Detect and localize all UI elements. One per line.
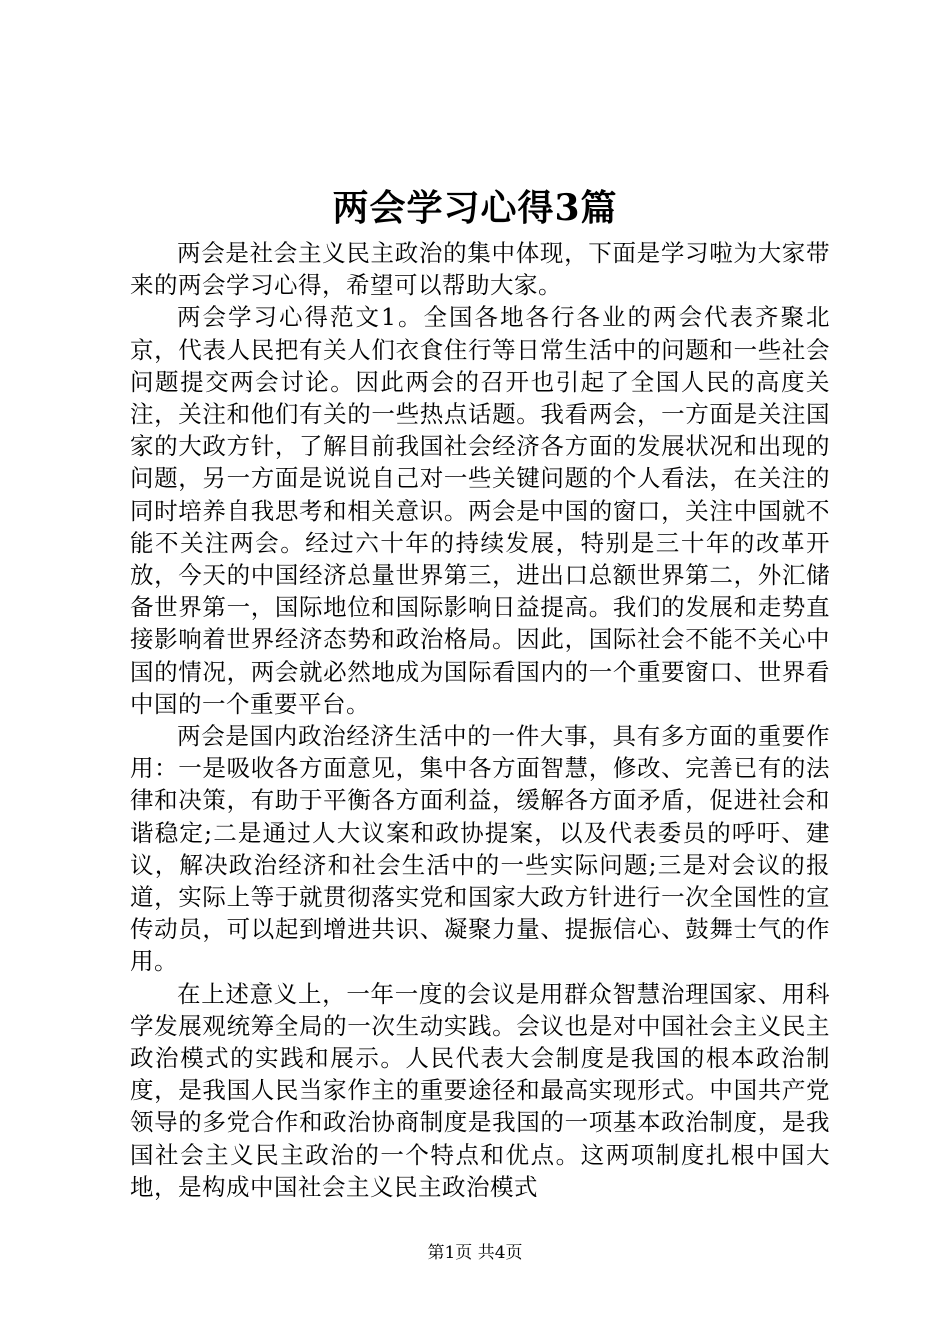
paragraph-importance: 两会是国内政治经济生活中的一件大事，具有多方面的重要作用：一是吸收各方面意见，集中各方面智慧，修改、完善已有的法律和决策，有助于平衡各方面利益，缓解各方面矛盾，促进社会和谐稳定;二是通过人大议案和政协提案，以及代表委员的呼吁、建议，解决政治经济和社会生活中的一些实际问题;三是对会议的报道，实际上等于就贯彻落实党和国家大政方针进行一次全国性的宣传动员，可以起到增进共识、凝聚力量、提振信心、鼓舞士气的作用。: [130, 722, 830, 976]
page-footer: 第1页 共4页: [427, 1243, 523, 1263]
paragraph-sample-1: 两会学习心得范文1。全国各地各行各业的两会代表齐聚北京，代表人民把有关人们衣食住行等日常生活中的问题和一些社会问题提交两会讨论。因此两会的召开也引起了全国人民的高度关注，关注和他们有关的一些热点话题。我看两会，一方面是关注国家的大政方针，了解目前我国社会经济各方面的发展状况和出现的问题，另一方面是说说自己对一些关键问题的个人看法，在关注的同时培养自我思考和相关意识。两会是中国的窗口，关注中国就不能不关注两会。经过六十年的持续发展，特别是三十年的改革开放，今天的中国经济总量世界第三，进出口总额世界第二，外汇储备世界第一，国际地位和国际影响日益提高。我们的发展和走势直接影响着世界经济态势和政治格局。因此，国际社会不能不关心中国的情况，两会就必然地成为国际看国内的一个重要窗口、世界看中国的一个重要平台。: [130, 303, 830, 718]
document-body: [130, 237, 830, 1203]
paragraph-intro: 两会是社会主义民主政治的集中体现，下面是学习啦为大家带来的两会学习心得，希望可以帮助大家。: [130, 239, 830, 300]
paragraph-significance: 在上述意义上，一年一度的会议是用群众智慧治理国家、用科学发展观统筹全局的一次生动实践。会议也是对中国社会主义民主政治模式的实践和展示。人民代表大会制度是我国的根本政治制度，是我国人民当家作主的重要途径和最高实现形式。中国共产党领导的多党合作和政治协商制度是我国的一项基本政治制度，是我国社会主义民主政治的一个特点和优点。这两项制度扎根中国大地，是构成中国社会主义民主政治模式: [130, 979, 830, 1201]
document-title: 两会学习心得3篇: [332, 187, 618, 229]
